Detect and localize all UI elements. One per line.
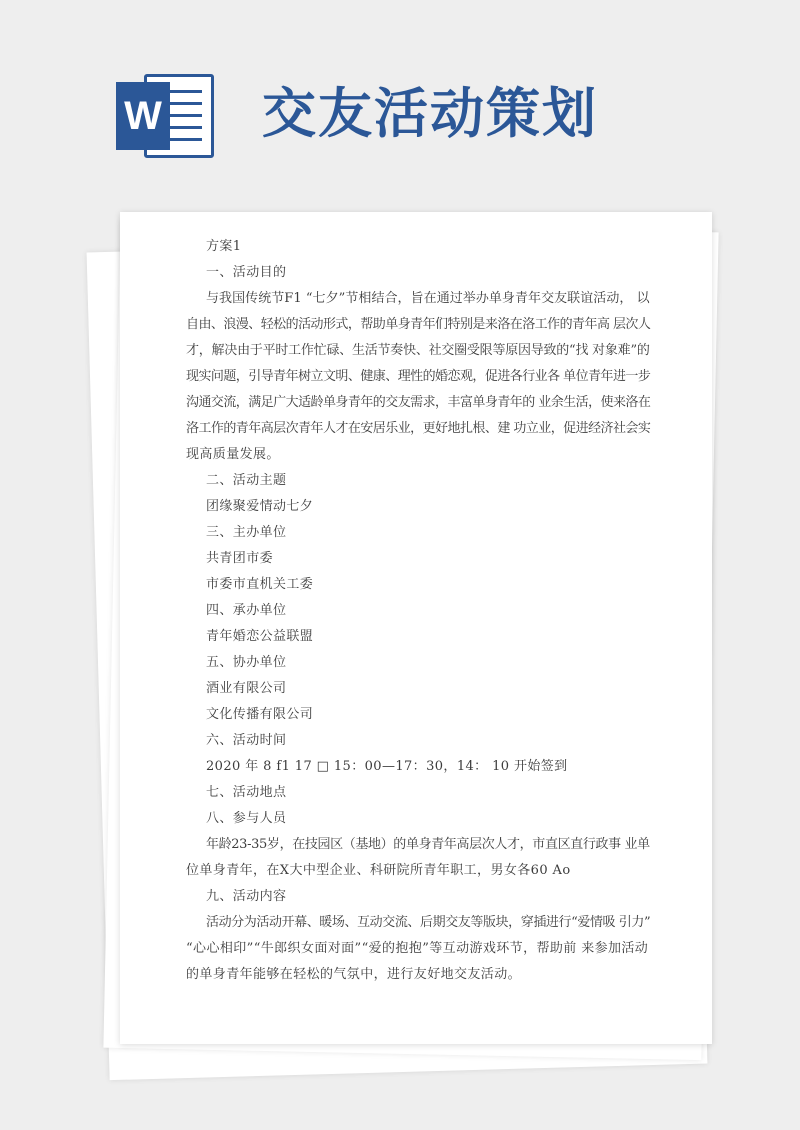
document-line: 的单身青年能够在轻松的气氛中，进行友好地交友活动。	[186, 967, 522, 982]
document-line: “心心相印”“牛郎织女面对面”“爱的抱抱”等互动游戏环节，帮助前 来参加活动	[186, 941, 649, 956]
document-line: 七、活动地点	[206, 785, 287, 800]
document-line: 四、承办单位	[206, 603, 287, 618]
text-line	[168, 138, 202, 141]
document-line: 二、活动主题	[206, 473, 287, 488]
document-line: 位单身青年，在X大中型企业、科研院所青年职工，男女各60 Ao	[186, 863, 571, 878]
document-line: 酒业有限公司	[206, 681, 287, 696]
document-body	[186, 234, 650, 988]
document-line: 洛工作的青年高层次青年人才在安居乐业，更好地扎根、建 功立业，促进经济社会实	[186, 421, 651, 436]
document-line: 沟通交流，满足广大适龄单身青年的交友需求，丰富单身青年的 业余生活，使来洛在	[186, 395, 651, 410]
document-line: 自由、浪漫、轻松的活动形式，帮助单身青年们特别是来洛在洛工作的青年高 层次人	[186, 317, 651, 332]
document-page	[120, 212, 712, 1044]
page-title: 交友活动策划	[262, 82, 598, 145]
document-line: 才，解决由于平时工作忙碌、生活节奏快、社交圈受限等原因导致的“找 对象难”的	[186, 343, 650, 358]
document-line: 共青团市委	[206, 551, 274, 566]
document-line: 市委市直机关工委	[206, 577, 314, 592]
document-line: 与我国传统节F1 “七夕”节相结合，旨在通过举办单身青年交友联谊活动， 以	[206, 291, 650, 306]
document-line: 活动分为活动开幕、暖场、互动交流、后期交友等版块，穿插进行“爱情吸 引力”	[206, 915, 651, 930]
document-line: 现高质量发展。	[186, 447, 280, 462]
document-line: 2020 年 8 f1 17 □ 15：00—17：30，14： 10 开始签到	[206, 759, 568, 774]
document-line: 方案1	[206, 239, 242, 254]
document-line: 八、参与人员	[206, 811, 287, 826]
document-line: 一、活动目的	[206, 265, 287, 280]
word-document-icon	[108, 74, 214, 158]
text-line	[168, 126, 202, 129]
document-line: 年龄23-35岁，在技园区（基地）的单身青年高层次人才，市直区直行政事 业单	[206, 837, 650, 852]
text-line	[168, 114, 202, 117]
document-line: 现实问题，引导青年树立文明、健康、理性的婚恋观，促进各行业各 单位青年进一步	[186, 369, 651, 384]
document-line: 文化传播有限公司	[206, 707, 314, 722]
text-line	[168, 102, 202, 105]
document-line: 六、活动时间	[206, 733, 287, 748]
document-line: 五、协办单位	[206, 655, 287, 670]
document-line: 三、主办单位	[206, 525, 287, 540]
document-line: 九、活动内容	[206, 889, 287, 904]
header	[0, 0, 800, 200]
text-line	[168, 90, 202, 93]
document-line: 青年婚恋公益联盟	[206, 629, 314, 644]
document-line: 团缘聚爱情动七夕	[206, 499, 314, 514]
word-badge: W	[116, 82, 170, 150]
